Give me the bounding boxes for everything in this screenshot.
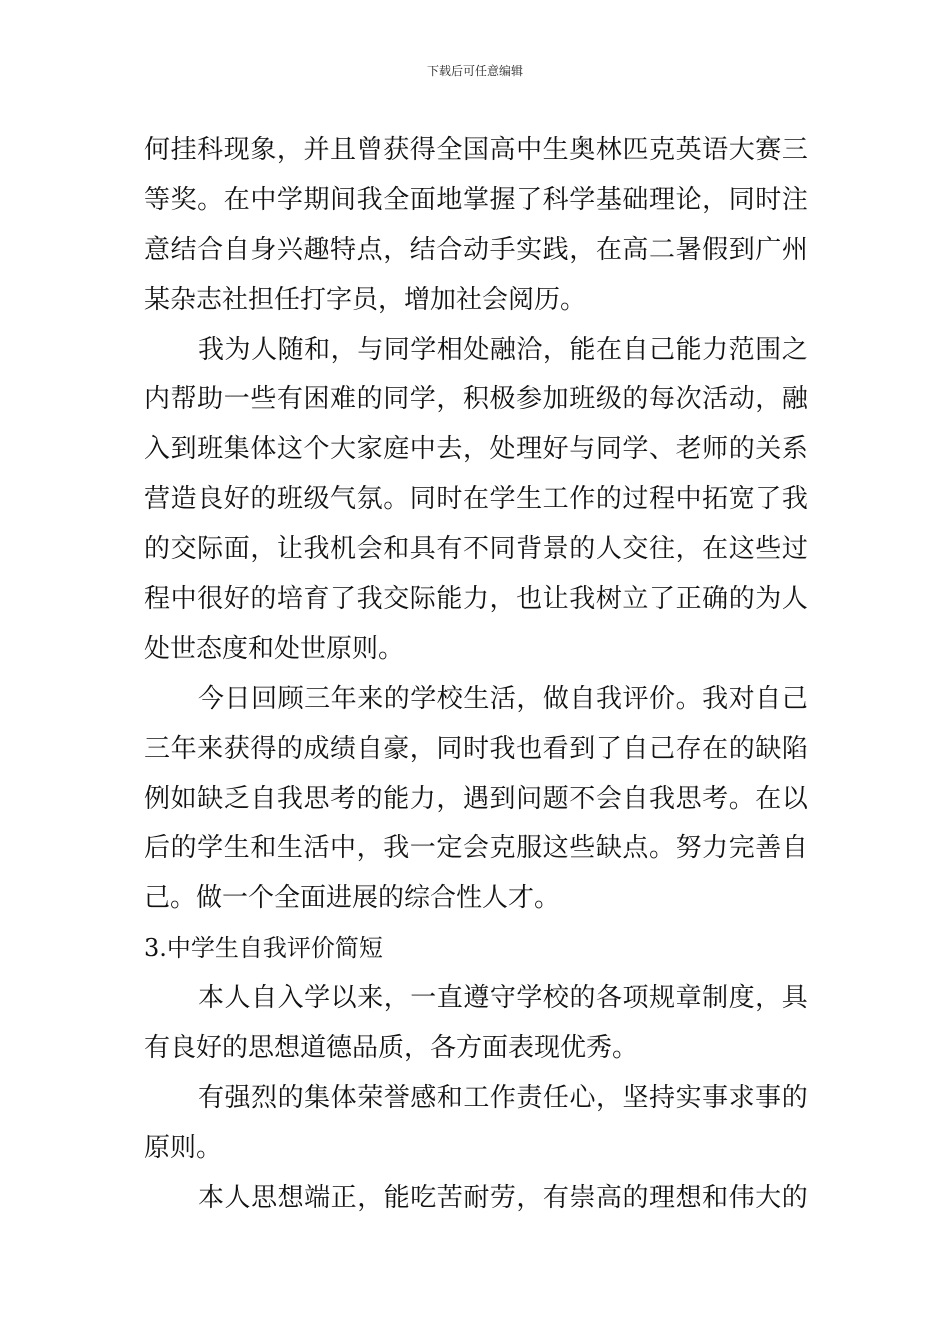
document-body <box>144 126 808 1224</box>
text-line: 营 造 良 好 的 班 级 气 氛 。 同 时 在 学 生 工 作 的 过 程 中 拓 宽 了 我 <box>144 484 808 515</box>
page-header-note: 下载后可任意编辑 <box>426 64 523 78</box>
text-line: 有良好的思想道德品质，各方面表现优秀。 <box>144 1033 639 1064</box>
text-line: 后 的 学 生 和 生 活 中 ， 我 一 定 会 克 服 这 些 缺 点 。 努 力 完 善 自 <box>144 833 808 864</box>
text-line: 我 为 人 随 和 ， 与 同 学 相 处 融 洽 ， 能 在 自 己 能 力 范 围 之 <box>198 334 808 365</box>
text-line: 处世态度和处世原则。 <box>144 633 405 664</box>
text-line: 内 帮 助 一 些 有 困 难 的 同 学 ， 积 极 参 加 班 级 的 每 次 活 动 ， 融 <box>144 384 808 415</box>
text-line: 某杂志社担任打字员，增加社会阅历。 <box>144 284 587 315</box>
text-line: 原则。 <box>144 1132 223 1163</box>
text-line: 本 人 自 入 学 以 来 ， 一 直 遵 守 学 校 的 各 项 规 章 制 度 ， 具 <box>198 983 808 1014</box>
text-line: 入 到 班 集 体 这 个 大 家 庭 中 去 ， 处 理 好 与 同 学 、 老 师 的 关 系 <box>144 434 808 465</box>
text-line: 有 强 烈 的 集 体 荣 誉 感 和 工 作 责 任 心 ， 坚 持 实 事 求 事 的 <box>198 1082 808 1113</box>
text-line: 等 奖 。 在 中 学 期 间 我 全 面 地 掌 握 了 科 学 基 础 理 论 ， 同 时 注 <box>144 184 808 215</box>
text-line: 程 中 很 好 的 培 育 了 我 交 际 能 力 ， 也 让 我 树 立 了 正 确 的 为 人 <box>144 584 808 615</box>
text-line: 己。做一个全面进展的综合性人才。 <box>144 883 561 914</box>
text-line: 今 日 回 顾 三 年 来 的 学 校 生 活 ， 做 自 我 评 价 。 我 对 自 己 <box>198 683 808 714</box>
text-line: 的 交 际 面 ， 让 我 机 会 和 具 有 不 同 背 景 的 人 交 往 ， 在 这 些 过 <box>144 534 808 565</box>
text-line: 本 人 思 想 端 正 ， 能 吃 苦 耐 劳 ， 有 崇 高 的 理 想 和 伟 大 的 <box>198 1182 808 1213</box>
text-line: 何 挂 科 现 象 ， 并 且 曾 获 得 全 国 高 中 生 奥 林 匹 克 英 语 大 赛 三 <box>144 135 808 165</box>
text-line: 三 年 来 获 得 的 成 绩 自 豪 ， 同 时 我 也 看 到 了 自 己 存 在 的 缺 陷 <box>144 733 808 764</box>
text-line: 例 如 缺 乏 自 我 思 考 的 能 力 ， 遇 到 问 题 不 会 自 我 思 考 。 在 以 <box>144 783 808 814</box>
text-line: 意 结 合 自 身 兴 趣 特 点 ， 结 合 动 手 实 践 ， 在 高 二 暑 假 到 广 州 <box>144 234 808 265</box>
section-heading: 3.中学生自我评价简短 <box>144 934 383 963</box>
